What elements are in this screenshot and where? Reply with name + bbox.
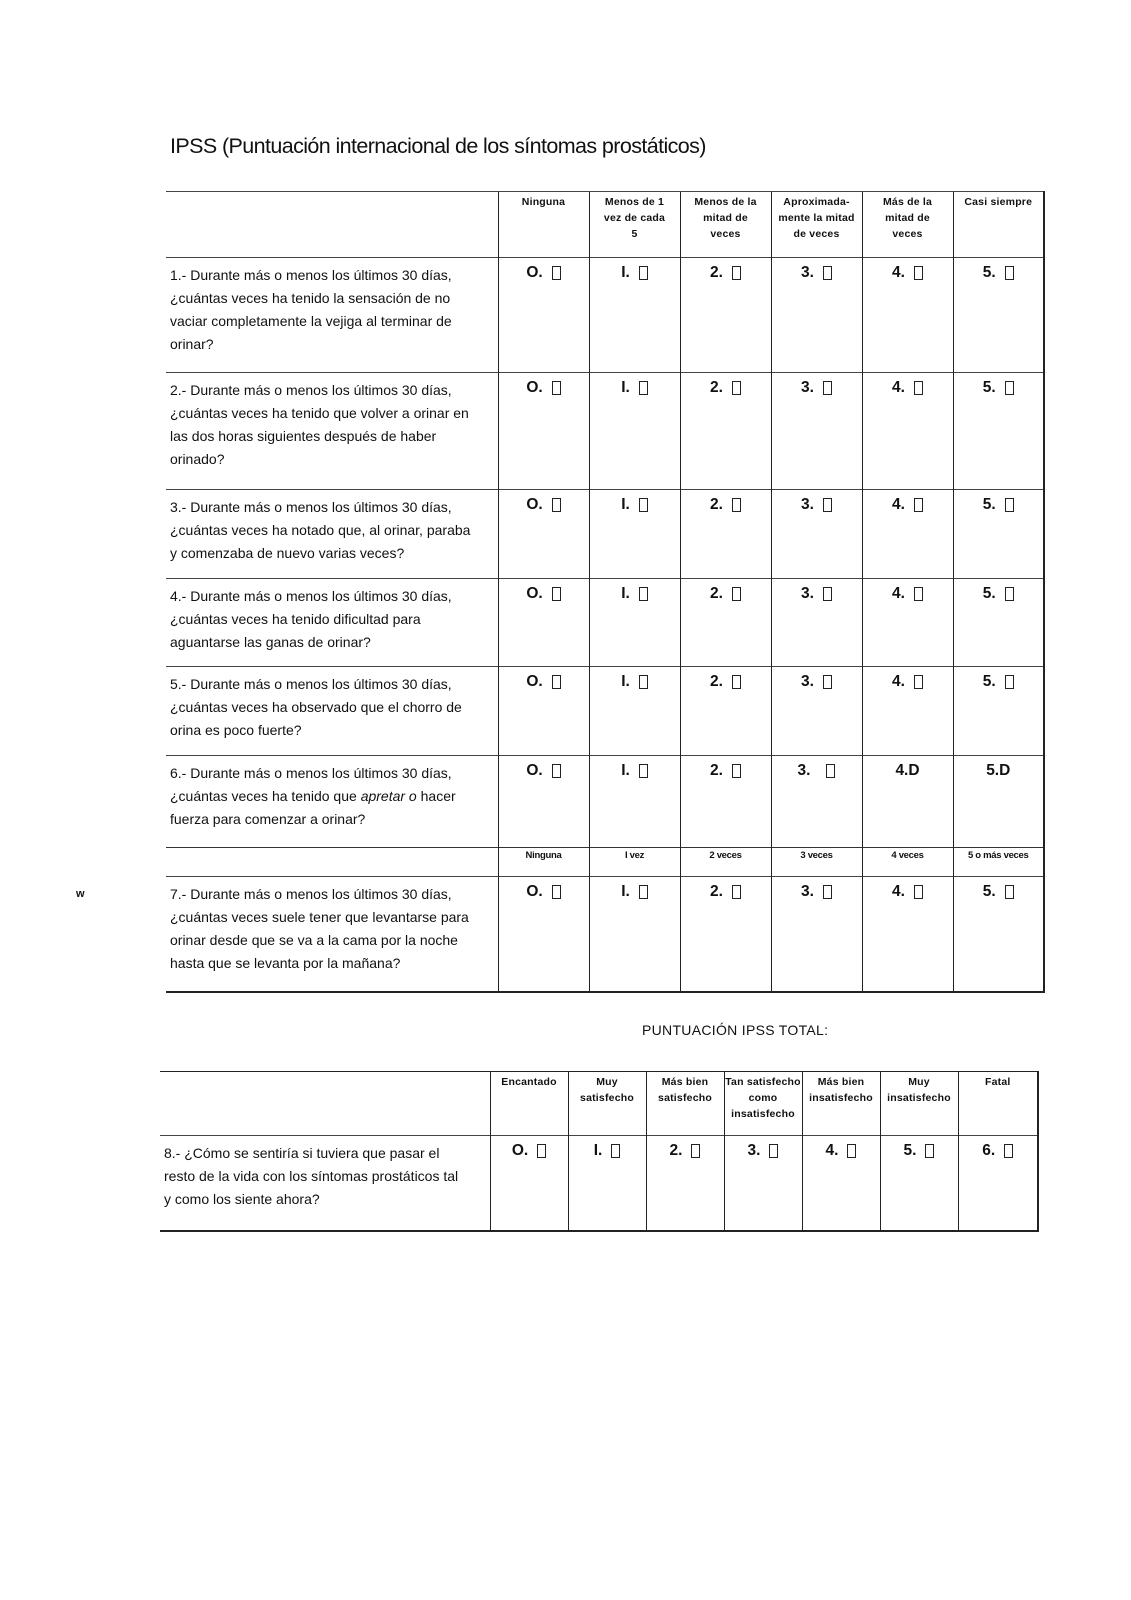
question-row xyxy=(166,490,1044,579)
checkbox[interactable] xyxy=(847,1144,856,1158)
checkbox[interactable] xyxy=(1005,587,1014,601)
question-text-part: hacer fuerza para comenzar a orinar? xyxy=(170,788,456,827)
ipss-symptom-table xyxy=(166,191,1045,993)
option-label: 2. xyxy=(710,883,723,900)
checkbox[interactable] xyxy=(823,498,832,512)
question-header-cell xyxy=(166,848,498,877)
option-label: 5. xyxy=(903,1142,917,1159)
question-text: 4.- Durante más o menos los últimos 30 días, ¿cuántas veces ha tenido dificultad para aguantarse las ganas de orinar? xyxy=(166,579,498,667)
option-label: 2. xyxy=(669,1142,683,1159)
nocturia-header: 3 veces xyxy=(771,848,862,877)
checkbox[interactable] xyxy=(639,498,648,512)
option-cell[interactable] xyxy=(802,1136,880,1231)
question-text: 7.- Durante más o menos los últimos 30 días, ¿cuántas veces suele tener que levantarse para orinar desde que se va a la cama por la noche hasta que se levanta por la mañana? xyxy=(166,877,498,992)
option-cell[interactable] xyxy=(498,667,589,756)
page-title: IPSS (Puntuación internacional de los síntomas prostáticos) xyxy=(170,134,706,158)
checkbox[interactable] xyxy=(769,1144,778,1158)
checkbox[interactable] xyxy=(639,885,648,899)
option-cell[interactable] xyxy=(862,373,953,490)
question-text-part: 6.- Durante más o menos los últimos 30 días, ¿cuántas veces ha tenido que xyxy=(170,765,452,804)
option-cell[interactable] xyxy=(589,258,680,373)
option-label: 4. xyxy=(892,496,905,513)
option-label: 5. xyxy=(982,673,996,690)
checkbox[interactable] xyxy=(823,675,832,689)
option-label: O. xyxy=(511,1142,529,1159)
option-label: 5. xyxy=(982,264,996,281)
checkbox[interactable] xyxy=(1005,675,1014,689)
option-cell[interactable] xyxy=(771,877,862,992)
option-cell[interactable] xyxy=(953,667,1044,756)
checkbox[interactable] xyxy=(552,381,561,395)
option-label: 3. xyxy=(801,264,814,281)
option-cell[interactable] xyxy=(953,490,1044,579)
satisfaction-header: Más bien satisfecho xyxy=(646,1072,724,1136)
checkbox[interactable] xyxy=(732,498,741,512)
question-row xyxy=(160,1136,1038,1231)
checkbox[interactable] xyxy=(552,675,561,689)
option-cell[interactable] xyxy=(953,373,1044,490)
checkbox[interactable] xyxy=(691,1144,700,1158)
quality-of-life-table xyxy=(160,1071,1039,1232)
checkbox[interactable] xyxy=(639,381,648,395)
option-label: 4. xyxy=(892,585,905,602)
ipss-total-label: PUNTUACIÓN IPSS TOTAL: xyxy=(642,1022,829,1038)
freq-header: Ninguna xyxy=(498,192,589,258)
option-cell[interactable] xyxy=(680,756,771,848)
option-cell[interactable] xyxy=(724,1136,802,1231)
nocturia-header: 4 veces xyxy=(862,848,953,877)
checkbox[interactable] xyxy=(552,266,561,280)
nocturia-header: I vez xyxy=(589,848,680,877)
option-label: 4. xyxy=(892,379,905,396)
question-row xyxy=(166,667,1044,756)
option-label: O. xyxy=(526,883,543,900)
option-label: 2. xyxy=(710,496,723,513)
option-cell[interactable] xyxy=(771,490,862,579)
option-label: 5.D xyxy=(986,762,1011,779)
option-label: I. xyxy=(621,496,630,513)
checkbox[interactable] xyxy=(823,381,832,395)
option-label: 4.D xyxy=(895,762,920,779)
checkbox[interactable] xyxy=(1005,381,1014,395)
nocturia-header: Ninguna xyxy=(498,848,589,877)
satisfaction-header: Tan satisfecho como insatisfecho xyxy=(724,1072,802,1136)
checkbox[interactable] xyxy=(914,498,923,512)
option-label: 2. xyxy=(710,585,723,602)
question-row xyxy=(166,756,1044,848)
checkbox[interactable] xyxy=(552,587,561,601)
option-cell[interactable] xyxy=(498,877,589,992)
option-label: O. xyxy=(526,379,543,396)
option-label: O. xyxy=(526,673,543,690)
option-cell[interactable] xyxy=(680,667,771,756)
checkbox[interactable] xyxy=(611,1144,620,1158)
checkbox[interactable] xyxy=(732,885,741,899)
freq-header: Menos de 1 vez de cada 5 xyxy=(589,192,680,258)
option-label: 3. xyxy=(747,1142,761,1159)
checkbox[interactable] xyxy=(914,381,923,395)
option-label: I. xyxy=(621,673,630,690)
satisfaction-header: Más bien insatisfecho xyxy=(802,1072,880,1136)
checkbox[interactable] xyxy=(639,764,648,778)
option-label: O. xyxy=(526,496,543,513)
option-cell[interactable] xyxy=(771,579,862,667)
option-label: 3. xyxy=(801,585,814,602)
checkbox[interactable] xyxy=(732,675,741,689)
option-label: I. xyxy=(621,379,630,396)
option-cell[interactable] xyxy=(589,490,680,579)
question-header-cell xyxy=(166,192,498,258)
option-label: 3. xyxy=(801,883,814,900)
checkbox[interactable] xyxy=(639,675,648,689)
option-label: 3. xyxy=(797,762,811,779)
option-cell[interactable] xyxy=(862,877,953,992)
option-cell[interactable] xyxy=(680,373,771,490)
satisfaction-header: Fatal xyxy=(958,1072,1038,1136)
freq-header: Casi siempre xyxy=(953,192,1044,258)
option-cell[interactable] xyxy=(498,490,589,579)
option-cell[interactable] xyxy=(680,258,771,373)
question-row xyxy=(166,373,1044,490)
option-label: 4. xyxy=(892,264,905,281)
option-label: 5. xyxy=(982,883,996,900)
option-label: 2. xyxy=(710,762,723,779)
satisfaction-header: Muy satisfecho xyxy=(568,1072,646,1136)
option-cell[interactable] xyxy=(498,579,589,667)
checkbox[interactable] xyxy=(552,498,561,512)
option-label: O. xyxy=(526,585,543,602)
option-label: I. xyxy=(621,762,630,779)
option-cell[interactable] xyxy=(646,1136,724,1231)
option-cell[interactable] xyxy=(958,1136,1038,1231)
option-cell[interactable] xyxy=(568,1136,646,1231)
option-label: 3. xyxy=(801,496,814,513)
checkbox[interactable] xyxy=(537,1144,546,1158)
checkbox[interactable] xyxy=(552,764,561,778)
option-cell[interactable] xyxy=(953,756,1044,848)
checkbox[interactable] xyxy=(823,266,832,280)
checkbox[interactable] xyxy=(914,266,923,280)
option-label: 2. xyxy=(710,264,723,281)
option-label: 5. xyxy=(982,585,996,602)
question-text: 2.- Durante más o menos los últimos 30 días, ¿cuántas veces ha tenido que volver a orinar en las dos horas siguientes después de haber orinado? xyxy=(166,373,498,490)
option-cell[interactable] xyxy=(880,1136,958,1231)
checkbox[interactable] xyxy=(1004,1144,1013,1158)
question-text-emphasis: apretar o xyxy=(360,788,417,804)
stray-mark: w xyxy=(76,888,85,900)
option-cell[interactable] xyxy=(589,373,680,490)
question-text: 8.- ¿Cómo se sentiría si tuviera que pasar el resto de la vida con los síntomas prostáticos tal y como los siente ahora? xyxy=(160,1136,490,1231)
satisfaction-header: Muy insatisfecho xyxy=(880,1072,958,1136)
option-cell[interactable] xyxy=(771,373,862,490)
option-label: I. xyxy=(621,585,630,602)
option-label: I. xyxy=(621,264,630,281)
question-text: 3.- Durante más o menos los últimos 30 días, ¿cuántas veces ha notado que, al orinar, paraba y comenzaba de nuevo varias veces? xyxy=(166,490,498,579)
option-cell[interactable] xyxy=(862,258,953,373)
question-row xyxy=(166,877,1044,992)
option-cell[interactable] xyxy=(490,1136,568,1231)
option-label: 2. xyxy=(710,673,723,690)
option-cell[interactable] xyxy=(498,756,589,848)
checkbox[interactable] xyxy=(925,1144,934,1158)
option-cell[interactable] xyxy=(953,258,1044,373)
option-cell[interactable] xyxy=(589,667,680,756)
option-cell[interactable] xyxy=(589,877,680,992)
option-cell[interactable] xyxy=(680,490,771,579)
option-cell[interactable] xyxy=(771,258,862,373)
freq-header: Más de la mitad de veces xyxy=(862,192,953,258)
checkbox[interactable] xyxy=(1005,266,1014,280)
option-label: 5. xyxy=(982,379,996,396)
satisfaction-header: Encantado xyxy=(490,1072,568,1136)
checkbox[interactable] xyxy=(732,266,741,280)
option-label: 4. xyxy=(892,673,905,690)
question-text: 5.- Durante más o menos los últimos 30 días, ¿cuántas veces ha observado que el chorro de orina es poco fuerte? xyxy=(166,667,498,756)
checkbox[interactable] xyxy=(732,587,741,601)
option-cell[interactable] xyxy=(862,667,953,756)
option-cell[interactable] xyxy=(771,756,862,848)
option-cell[interactable] xyxy=(680,877,771,992)
option-cell[interactable] xyxy=(862,756,953,848)
option-label: 3. xyxy=(801,379,814,396)
option-label: 4. xyxy=(892,883,905,900)
option-cell[interactable] xyxy=(953,877,1044,992)
option-label: O. xyxy=(526,762,543,779)
option-cell[interactable] xyxy=(680,579,771,667)
checkbox[interactable] xyxy=(732,381,741,395)
checkbox[interactable] xyxy=(914,885,923,899)
question-text xyxy=(166,756,498,848)
checkbox[interactable] xyxy=(639,266,648,280)
checkbox[interactable] xyxy=(914,675,923,689)
option-cell[interactable] xyxy=(953,579,1044,667)
question-row xyxy=(166,258,1044,373)
nocturia-header: 2 veces xyxy=(680,848,771,877)
option-label: I. xyxy=(593,1142,603,1159)
option-label: I. xyxy=(621,883,630,900)
option-label: 4. xyxy=(825,1142,839,1159)
freq-header: Aproximada-mente la mitad de veces xyxy=(771,192,862,258)
checkbox[interactable] xyxy=(823,885,832,899)
option-cell[interactable] xyxy=(862,579,953,667)
checkbox[interactable] xyxy=(1005,885,1014,899)
option-cell[interactable] xyxy=(589,756,680,848)
question-header-cell xyxy=(160,1072,490,1136)
option-cell[interactable] xyxy=(498,258,589,373)
checkbox[interactable] xyxy=(1005,498,1014,512)
question-text: 1.- Durante más o menos los últimos 30 días, ¿cuántas veces ha tenido la sensación de no vaciar completamente la vejiga al terminar de orinar? xyxy=(166,258,498,373)
checkbox[interactable] xyxy=(732,764,741,778)
checkbox[interactable] xyxy=(823,587,832,601)
option-cell[interactable] xyxy=(862,490,953,579)
checkbox[interactable] xyxy=(552,885,561,899)
option-cell[interactable] xyxy=(498,373,589,490)
nocturia-header: 5 o más veces xyxy=(953,848,1044,877)
option-label: 5. xyxy=(982,496,996,513)
option-label: 3. xyxy=(801,673,814,690)
option-cell[interactable] xyxy=(771,667,862,756)
checkbox[interactable] xyxy=(826,764,835,778)
checkbox[interactable] xyxy=(914,587,923,601)
checkbox[interactable] xyxy=(639,587,648,601)
option-cell[interactable] xyxy=(589,579,680,667)
option-label: 2. xyxy=(710,379,723,396)
nocturia-header-row xyxy=(166,848,1044,877)
question-row xyxy=(166,579,1044,667)
freq-header: Menos de la mitad de veces xyxy=(680,192,771,258)
option-label: O. xyxy=(526,264,543,281)
option-label: 6. xyxy=(982,1142,996,1159)
